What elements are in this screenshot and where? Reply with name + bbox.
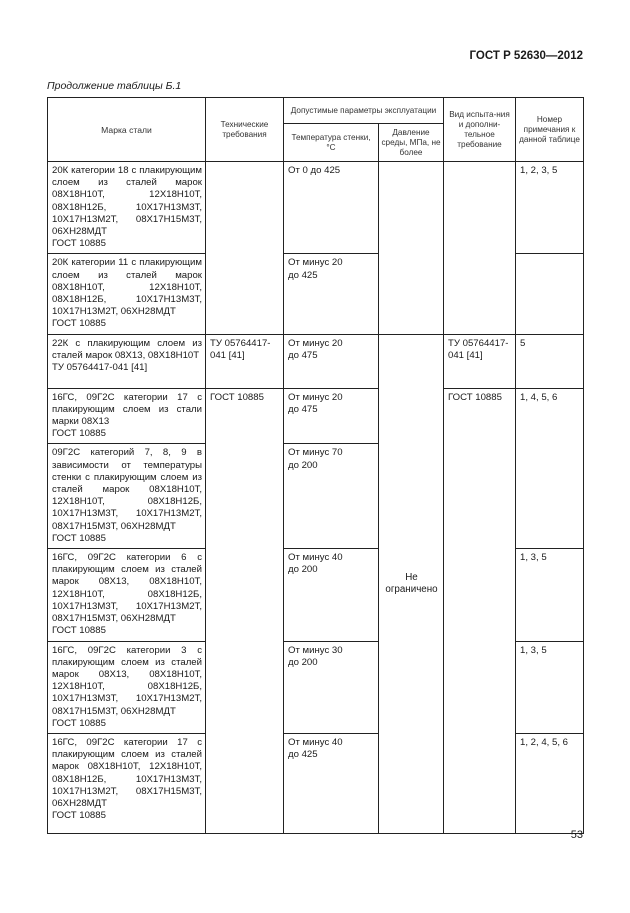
note-cell: [516, 254, 584, 334]
temp-cell: От минус 20 до 425: [284, 254, 379, 334]
temp-cell: От минус 40 до 425: [284, 733, 379, 833]
temp-cell: От минус 20 до 475: [284, 334, 379, 388]
col-header-grade: Марка стали: [48, 98, 206, 162]
grade-cell: 16ГС, 09Г2С категории 17 с плакирующим слоем из стали марки 08Х13 ГОСТ 10885: [48, 388, 206, 444]
note-cell: 1, 2, 4, 5, 6: [516, 733, 584, 833]
grade-cell: 16ГС, 09Г2С категории 17 с плакирующим слоем из сталей марок 08Х18Н10Т, 12Х18Н10Т, 08Х18Н12Б, 10Х17Н13М3Т, 10Х17Н13М2Т, 08Х17Н15М3Т, 06ХН28МДТ ГОСТ 10885: [48, 733, 206, 833]
test-cell: [444, 162, 516, 335]
note-cell: 5: [516, 334, 584, 388]
grade-cell: 20К категории 11 с плакирующим слоем из сталей марок 08Х18Н10Т, 12Х18Н10Т, 08Х18Н12Б, 10Х17Н13М3Т, 10Х17Н13М2Т, 06ХН28МДТ ГОСТ 10885: [48, 254, 206, 334]
col-header-pressure: Давление среды, МПа, не более: [379, 124, 444, 162]
grade-cell: 20К категории 18 с плакирующим слоем из сталей марок 08Х18Н10Т, 12Х18Н10Т, 08Х18Н12Б, 10Х17Н13М3Т, 10Х17Н13М2Т, 08Х17Н15М3Т, 06ХН28МДТ ГОСТ 10885: [48, 162, 206, 254]
pressure-unlimited-cell: Не ограничено: [379, 334, 444, 833]
col-header-params: Допустимые параметры эксплуатации: [284, 98, 444, 124]
col-header-test: Вид испыта-ния и дополни-тельное требование: [444, 98, 516, 162]
col-header-temp: Температура стенки, °С: [284, 124, 379, 162]
col-header-tech: Технические требования: [206, 98, 284, 162]
test-cell: ТУ 05764417-041 [41]: [444, 334, 516, 388]
note-cell: 1, 3, 5: [516, 549, 584, 641]
note-cell: 1, 2, 3, 5: [516, 162, 584, 254]
standard-header: ГОСТ Р 52630—2012: [469, 50, 583, 62]
temp-cell: От минус 40 до 200: [284, 549, 379, 641]
grade-cell: 09Г2С категорий 7, 8, 9 в зависимости от температуры стенки с плакирующим слоем из сталей марок 08Х18Н10Т, 12Х18Н10Т, 08Х18Н12Б, 10Х17Н13М3Т, 10Х17Н13М2Т, 08Х17Н15М3Т, 06ХН28МДТ ГОСТ 10885: [48, 444, 206, 549]
grade-cell: 16ГС, 09Г2С категории 3 с плакирующим слоем из сталей марок 08Х13, 08Х18Н10Т, 12Х18Н10Т, 08Х18Н12Б, 10Х17Н13М3Т, 10Х17Н13М2Т, 08Х17Н15М3Т, 06ХН28МДТ ГОСТ 10885: [48, 641, 206, 733]
test-gost-cell: ГОСТ 10885: [444, 388, 516, 833]
temp-cell: От минус 70 до 200: [284, 444, 379, 549]
table-row: [48, 334, 584, 388]
note-cell: 1, 4, 5, 6: [516, 388, 584, 548]
table-continuation-caption: Продолжение таблицы Б.1: [47, 80, 182, 92]
tech-cell: ТУ 05764417-041 [41]: [206, 334, 284, 388]
temp-cell: От минус 30 до 200: [284, 641, 379, 733]
col-header-note: Номер примечания к данной таблице: [516, 98, 584, 162]
temp-cell: От 0 до 425: [284, 162, 379, 254]
table-row: [48, 162, 584, 254]
temp-cell: От минус 20 до 475: [284, 388, 379, 444]
pressure-cell: [379, 162, 444, 335]
tech-cell: [206, 162, 284, 335]
table-row: [48, 388, 584, 444]
page-number: 53: [570, 829, 583, 841]
note-cell: 1, 3, 5: [516, 641, 584, 733]
steel-grades-table: [47, 97, 584, 834]
grade-cell: 22К с плакирующим слоем из сталей марок 08Х13, 08Х18Н10Т ТУ 05764417-041 [41]: [48, 334, 206, 388]
grade-cell: 16ГС, 09Г2С категории 6 с плакирующим слоем из сталей марок 08Х13, 08Х18Н10Т, 12Х18Н10Т, 08Х18Н12Б, 10Х17Н13М3Т, 10Х17Н13М2Т, 08Х17Н15М3Т, 06ХН28МДТ ГОСТ 10885: [48, 549, 206, 641]
tech-gost-cell: ГОСТ 10885: [206, 388, 284, 833]
